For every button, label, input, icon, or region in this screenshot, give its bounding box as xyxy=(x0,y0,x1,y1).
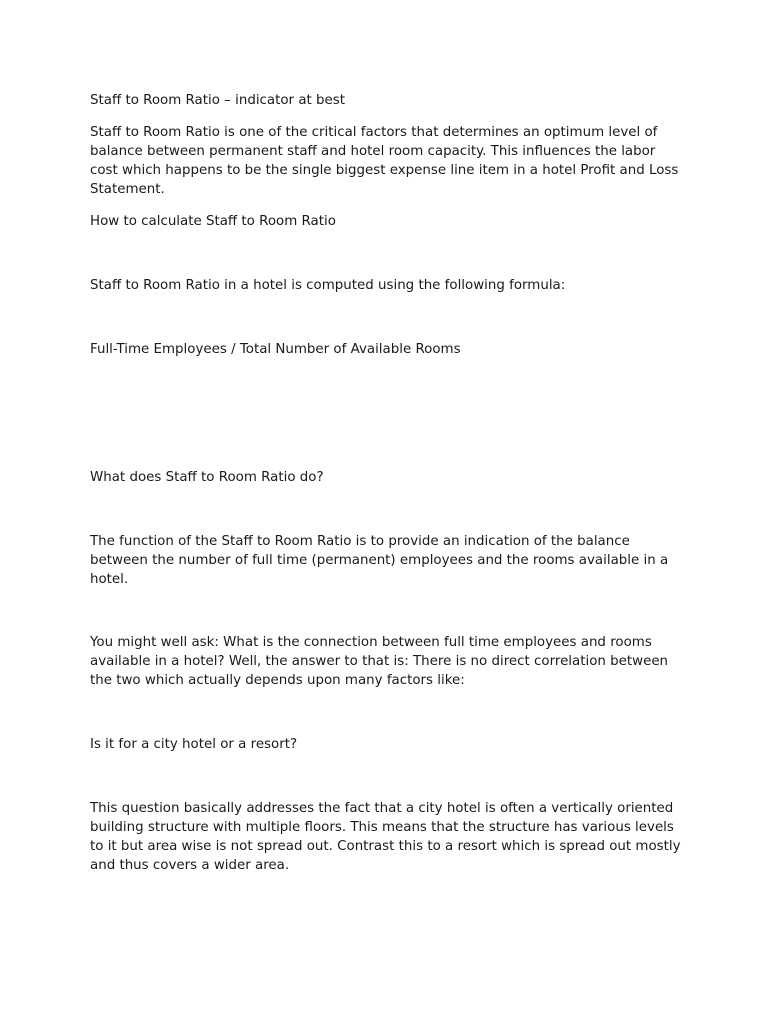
section-heading-purpose: What does Staff to Room Ratio do? xyxy=(90,470,324,485)
formula-intro-paragraph: Staff to Room Ratio in a hotel is computed using the following formula: xyxy=(90,278,566,293)
intro-paragraph: Staff to Room Ratio is one of the critical factors that determines an optimum level of balance between permanent staff and hotel room capacity. This influences the labor cost which happens to be the single biggest expense line item in a hotel Profit and Loss Statement. xyxy=(90,125,679,197)
question-city-or-resort: Is it for a city hotel or a resort? xyxy=(90,737,298,752)
section-heading-calculate: How to calculate Staff to Room Ratio xyxy=(90,214,336,229)
connection-paragraph: You might well ask: What is the connection between full time employees and rooms available in a hotel? Well, the answer to that is: There is no direct correlation between the two which actually depends upon many factors like: xyxy=(90,635,669,688)
city-hotel-paragraph: This question basically addresses the fact that a city hotel is often a vertically oriented building structure with multiple floors. This means that the structure has various levels to it but area wise is not spread out. Contrast this to a resort which is spread out mostly and thus covers a wider area. xyxy=(90,801,681,873)
document-title: Staff to Room Ratio – indicator at best xyxy=(90,93,345,108)
formula-text: Full-Time Employees / Total Number of Available Rooms xyxy=(90,342,461,357)
function-paragraph: The function of the Staff to Room Ratio is to provide an indication of the balance between the number of full time (permanent) employees and the rooms available in a hotel. xyxy=(90,534,669,587)
